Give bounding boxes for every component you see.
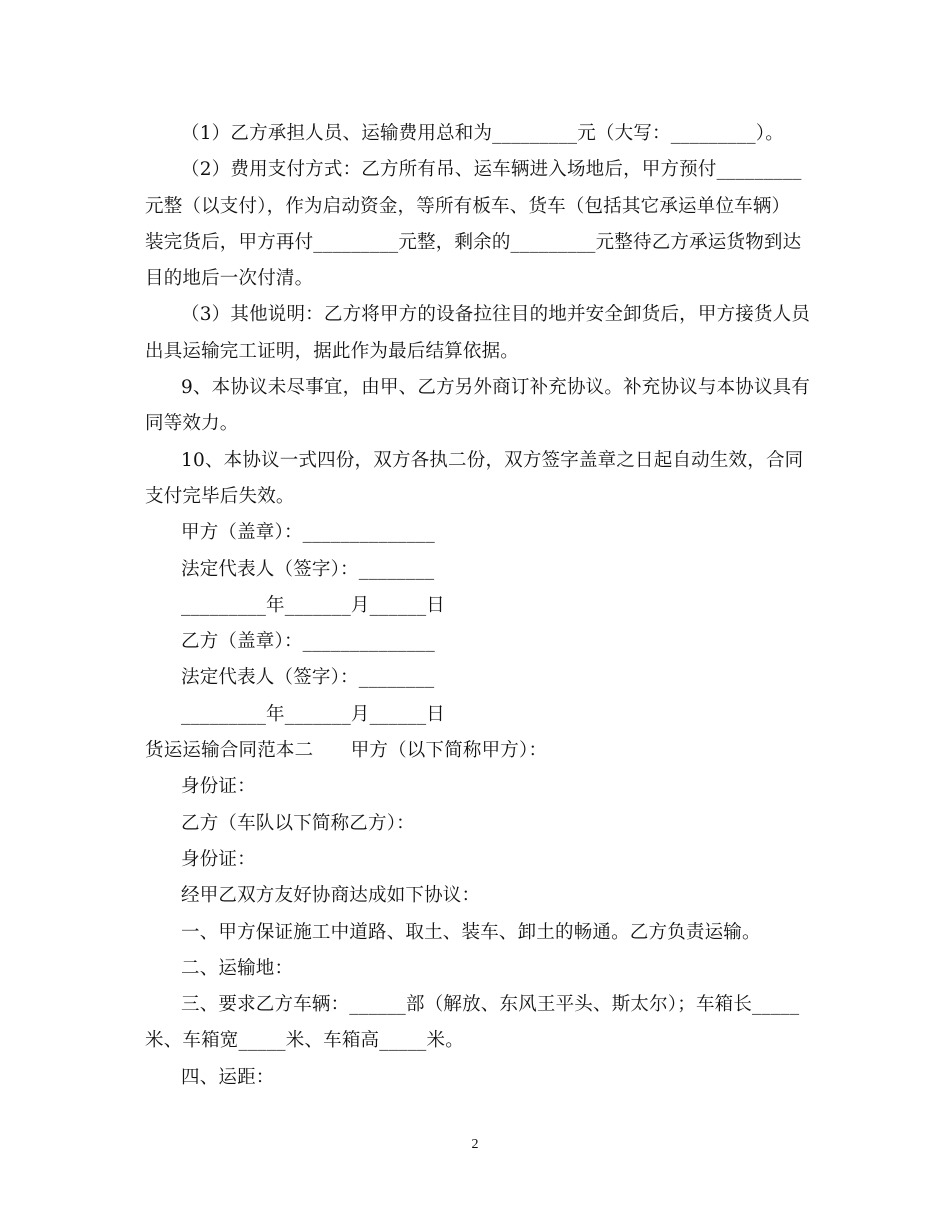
paragraph-line: 米、车箱宽_____米、车箱高_____米。: [145, 1030, 464, 1052]
paragraph-line: 三、要求乙方车辆：______部（解放、东风王平头、斯太尔）；车箱长_____: [181, 994, 800, 1016]
paragraph-line: 身份证：: [181, 848, 256, 870]
page-number: 2: [471, 1137, 479, 1152]
paragraph-line: 同等效力。: [145, 413, 239, 435]
paragraph-line: （3）其他说明：乙方将甲方的设备拉往目的地并安全卸货后，甲方接货人员: [181, 304, 811, 326]
party-a-seal-line: 甲方（盖章）：______________: [181, 522, 435, 544]
party-b-date-line: _________年_______月______日: [181, 703, 446, 725]
paragraph-line: （2）费用支付方式：乙方所有吊、运车辆进入场地后，甲方预付_________: [181, 159, 802, 181]
paragraph-line: 经甲乙双方友好协商达成如下协议：: [181, 885, 481, 907]
paragraph-line: 身份证：: [181, 776, 256, 798]
paragraph-line: 出具运输完工证明，据此作为最后结算依据。: [145, 340, 520, 362]
paragraph-line: 四、运距：: [181, 1066, 275, 1088]
party-b-representative-line: 法定代表人（签字）：________: [181, 667, 435, 689]
party-a-date-line: _________年_______月______日: [181, 594, 446, 616]
paragraph-line: 目的地后一次付清。: [145, 268, 314, 290]
paragraph-line: 二、运输地：: [181, 957, 294, 979]
template-two-heading-line: 货运运输合同范本二 甲方（以下简称甲方）：: [145, 740, 548, 762]
paragraph-line: 元整（以支付），作为启动资金，等所有板车、货车（包括其它承运单位车辆）: [145, 195, 791, 217]
paragraph-line: 9、本协议未尽事宜，由甲、乙方另外商订补充协议。补充协议与本协议具有: [181, 377, 811, 399]
party-b-seal-line: 乙方（盖章）：______________: [181, 631, 435, 653]
party-a-representative-line: 法定代表人（签字）：________: [181, 558, 435, 580]
document-body: [145, 116, 811, 1096]
paragraph-line: 支付完毕后失效。: [145, 485, 295, 507]
paragraph-line: 一、甲方保证施工中道路、取土、装车、卸土的畅通。乙方负责运输。: [181, 921, 761, 943]
paragraph-line: （1）乙方承担人员、运输费用总和为_________元（大写：_________）。: [181, 123, 784, 144]
paragraph-line: 乙方（车队以下简称乙方）：: [181, 812, 415, 834]
paragraph-line: 装完货后，甲方再付_________元整，剩余的_________元整待乙方承运货物到达: [145, 231, 802, 253]
paragraph-line: 10、本协议一式四份，双方各执二份，双方签字盖章之日起自动生效，合同: [181, 449, 804, 471]
